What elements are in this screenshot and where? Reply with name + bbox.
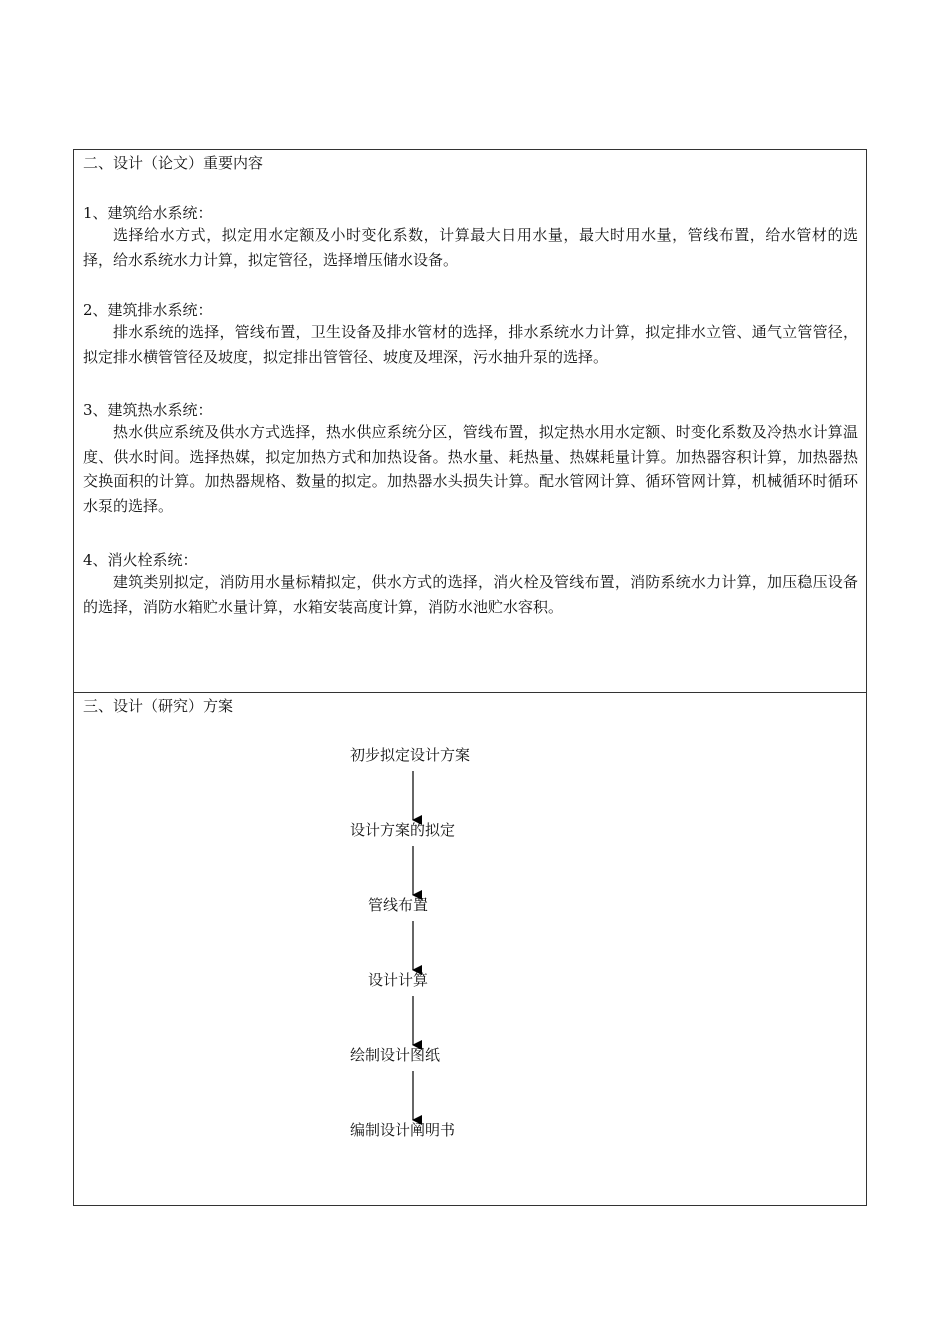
subsection-title: 4、消火栓系统： <box>83 551 198 569</box>
subsection-drainage <box>83 300 858 369</box>
subsection-body: 选择给水方式，拟定用水定额及小时变化系数，计算最大日用水量，最大时用水量，管线布置，给水管材的选择，给水系统水力计算，拟定管径，选择增压储水设备。 <box>83 226 858 269</box>
flow-step-design-calculation: 设计计算 <box>368 971 429 989</box>
flow-step-pipe-layout: 管线布置 <box>368 896 429 914</box>
flow-step-specification: 编制设计阐明书 <box>350 1121 456 1139</box>
section-heading-plan: 三、设计（研究）方案 <box>83 697 234 715</box>
flow-step-drawings: 绘制设计图纸 <box>350 1046 441 1064</box>
document-table <box>73 149 867 1206</box>
subsection-body: 热水供应系统及供水方式选择，热水供应系统分区，管线布置，拟定热水用水定额、时变化系数及冷热水计算温度、供水时间。选择热媒，拟定加热方式和加热设备。热水量、耗热量、热媒耗量计算。加热器容积计算，加热器热交换面积的计算。加热器规格、数量的拟定。加热器水头损失计算。配水管网计算、循环管网计算，机械循环时循环水泵的选择。 <box>83 423 858 515</box>
design-plan-section <box>74 693 866 1205</box>
subsection-hot-water <box>83 400 858 518</box>
subsection-water-supply <box>83 203 858 272</box>
flow-step-finalize-plan: 设计方案的拟定 <box>350 821 456 839</box>
flow-arrows <box>74 693 868 1205</box>
subsection-body: 排水系统的选择，管线布置，卫生设备及排水管材的选择，排水系统水力计算，拟定排水立管、通气立管管径，拟定排水横管管径及坡度，拟定排出管管径、坡度及埋深，污水抽升泵的选择。 <box>83 323 858 366</box>
section-heading-content: 二、设计（论文）重要内容 <box>83 154 264 172</box>
subsection-body: 建筑类别拟定，消防用水量标精拟定，供水方式的选择，消火栓及管线布置，消防系统水力计算，加压稳压设备的选择，消防水箱贮水量计算，水箱安装高度计算，消防水池贮水容积。 <box>83 573 858 616</box>
subsection-title: 3、建筑热水系统： <box>83 401 213 419</box>
design-content-section <box>74 150 866 693</box>
subsection-title: 1、建筑给水系统： <box>83 204 213 222</box>
subsection-fire-hydrant <box>83 550 858 619</box>
flow-step-initial-plan: 初步拟定设计方案 <box>350 746 471 764</box>
subsection-title: 2、建筑排水系统： <box>83 301 213 319</box>
